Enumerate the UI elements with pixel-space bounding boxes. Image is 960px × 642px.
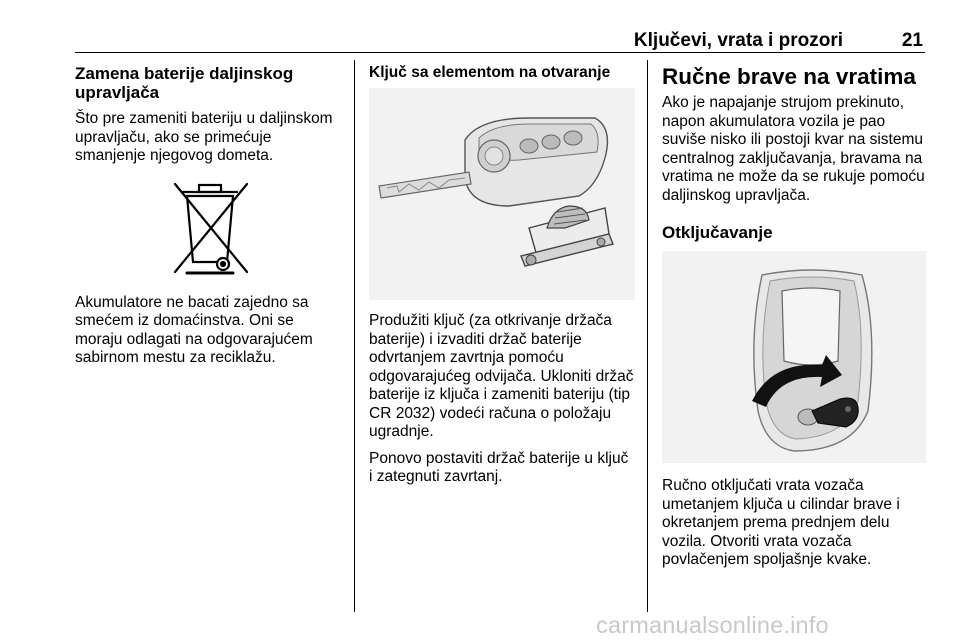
column-1 [75, 64, 345, 376]
paragraph: Ako je napajanje strujom prekinuto, napon akumulatora vozila je pao suviše nisko ili postoji kvar na sistemu centralnog zaključavanja, bravama na vratima ne može da se rukuje pomoću daljinskog upravljača. [662, 94, 925, 204]
subheading-unlocking: Otključavanje [662, 223, 773, 242]
door-handle-key-unlock-illustration [662, 251, 926, 463]
paragraph: Što pre zameniti bateriju u daljinskom upravljaču, ako se primećuje smanjenje njegovog dometa. [75, 110, 333, 164]
watermark: carmanualsonline.info [596, 612, 829, 638]
section-heading-flip-key: Ključ sa elementom na otvaranje [369, 64, 611, 81]
page-header [75, 30, 925, 52]
header-rule [75, 52, 925, 53]
column-2 [369, 64, 635, 495]
paragraph: Akumulatore ne bacati zajedno sa smećem iz domaćinstva. Oni se moraju odlagati na odgovarajućem sabirnom mestu za reciklažu. [75, 293, 313, 366]
paragraph: Ručno otključati vrata vozača umetanjem ključa u cilindar brave i okretanjem prema prednjem delu vozila. Otvoriti vrata vozača povlačenjem spoljašnje kvake. [662, 477, 900, 568]
section-heading-battery: Zamena baterije daljinskog upravljača [75, 64, 294, 102]
flip-key-battery-holder-illustration [369, 88, 635, 300]
crossed-out-wheelie-bin-icon [75, 174, 345, 284]
page-number: 21 [901, 30, 923, 51]
paragraph: Ponovo postaviti držač baterije u ključ i zategnuti zavrtanj. [369, 449, 629, 485]
column-divider-2 [647, 60, 648, 612]
section-heading-manual-locks: Ručne brave na vratima [662, 64, 916, 89]
paragraph: Produžiti ključ (za otkrivanje držača baterije) i izvaditi držač baterije odvrtanjem zavrtnja pomoću odgovarajućeg odvijača. Ukloniti držač baterije iz ključa i zameniti bateriju (tip CR 2032) vodeći računa o položaju ugradnje. [369, 312, 634, 440]
chapter-title: Ključevi, vrata i prozori [633, 30, 843, 51]
column-3 [662, 64, 926, 578]
column-divider-1 [354, 60, 355, 612]
